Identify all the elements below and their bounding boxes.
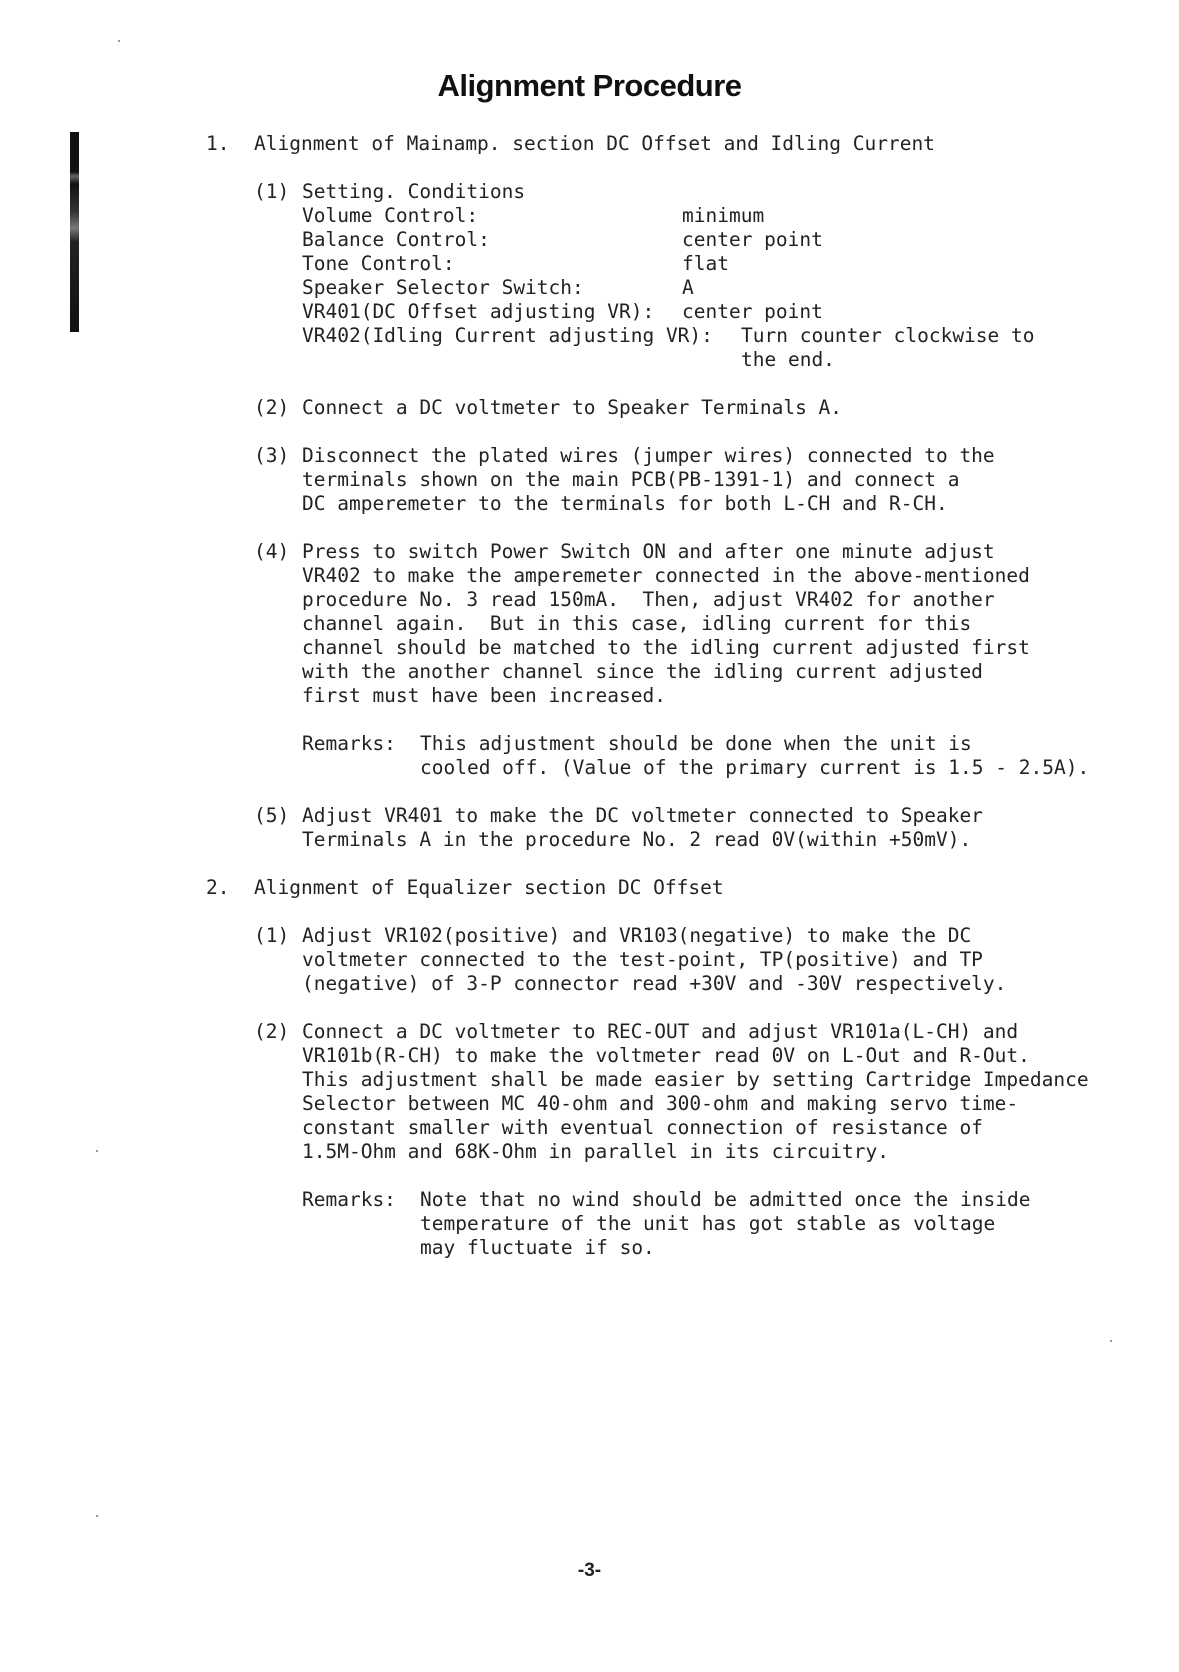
step-text-line: Press to switch Power Switch ON and after one minute adjust	[302, 540, 995, 563]
condition-key: Speaker Selector Switch:	[302, 276, 584, 299]
step-text-line: DC amperemeter to the terminals for both L-CH and R-CH.	[302, 492, 948, 515]
condition-key: Volume Control:	[302, 204, 479, 227]
condition-key: VR402(Idling Current adjusting VR):	[302, 324, 713, 347]
step-text-line: (negative) of 3-P connector read +30V and -30V respectively.	[302, 972, 1007, 995]
step-text-line: channel should be matched to the idling current adjusted first	[302, 636, 1030, 659]
step-1-2-number: (2)	[254, 396, 290, 419]
scan-speck	[96, 1515, 98, 1517]
remarks-label: Remarks:	[302, 732, 396, 755]
scan-speck	[118, 40, 120, 42]
condition-value: A	[682, 276, 694, 299]
step-text-line: VR402 to make the amperemeter connected in the above-mentioned	[302, 564, 1030, 587]
step-text-line: Adjust VR102(positive) and VR103(negative) to make the DC	[302, 924, 972, 947]
step-2-1-number: (1)	[254, 924, 290, 947]
condition-value: flat	[682, 252, 729, 275]
step-1-3-number: (3)	[254, 444, 290, 467]
binding-edge-mark	[70, 132, 79, 332]
section-2-number: 2.	[206, 876, 230, 899]
step-text-line: Disconnect the plated wires (jumper wires) connected to the	[302, 444, 995, 467]
step-text-line: with the another channel since the idling current adjusted	[302, 660, 983, 683]
remarks-line: Note that no wind should be admitted once the inside	[420, 1188, 1031, 1211]
step-text-line: constant smaller with eventual connection of resistance of	[302, 1116, 983, 1139]
page-number: -3-	[577, 1560, 602, 1581]
step-text-line: Connect a DC voltmeter to Speaker Terminals A.	[302, 396, 843, 419]
step-text-line: 1.5M-Ohm and 68K-Ohm in parallel in its circuitry.	[302, 1140, 889, 1163]
scan-speck	[96, 1150, 98, 1152]
step-1-1-label: Setting. Conditions	[302, 180, 526, 203]
section-1-number: 1.	[206, 132, 230, 155]
step-2-2-number: (2)	[254, 1020, 290, 1043]
condition-value: Turn counter clockwise to	[741, 324, 1035, 347]
step-text-line: Terminals A in the procedure No. 2 read 0V(within +50mV).	[302, 828, 972, 851]
condition-key: Balance Control:	[302, 228, 490, 251]
step-text-line: terminals shown on the main PCB(PB-1391-1) and connect a	[302, 468, 960, 491]
remarks-line: temperature of the unit has got stable as voltage	[420, 1212, 996, 1235]
step-text-line: This adjustment shall be made easier by setting Cartridge Impedance	[302, 1068, 1089, 1091]
step-text-line: Adjust VR401 to make the DC voltmeter connected to Speaker	[302, 804, 983, 827]
remarks-line: This adjustment should be done when the unit is	[420, 732, 972, 755]
remarks-label: Remarks:	[302, 1188, 396, 1211]
scan-speck	[1110, 1340, 1112, 1342]
page-title: Alignment Procedure	[437, 68, 742, 103]
remarks-line: cooled off. (Value of the primary current is 1.5 - 2.5A).	[420, 756, 1090, 779]
condition-value: center point	[682, 228, 823, 251]
condition-key: VR401(DC Offset adjusting VR):	[302, 300, 655, 323]
step-text-line: channel again. But in this case, idling current for this	[302, 612, 972, 635]
section-2-heading: Alignment of Equalizer section DC Offset	[254, 876, 724, 899]
step-text-line: first must have been increased.	[302, 684, 666, 707]
condition-key: Tone Control:	[302, 252, 455, 275]
step-text-line: VR101b(R-CH) to make the voltmeter read 0V on L-Out and R-Out.	[302, 1044, 1030, 1067]
step-1-4-number: (4)	[254, 540, 290, 563]
step-text-line: voltmeter connected to the test-point, TP(positive) and TP	[302, 948, 983, 971]
step-1-5-number: (5)	[254, 804, 290, 827]
remarks-line: may fluctuate if so.	[420, 1236, 655, 1259]
step-text-line: Connect a DC voltmeter to REC-OUT and adjust VR101a(L-CH) and	[302, 1020, 1019, 1043]
section-1-heading: Alignment of Mainamp. section DC Offset and Idling Current	[254, 132, 935, 155]
condition-value-cont: the end.	[741, 348, 835, 371]
condition-value: minimum	[682, 204, 765, 227]
step-text-line: procedure No. 3 read 150mA. Then, adjust VR402 for another	[302, 588, 995, 611]
step-text-line: Selector between MC 40-ohm and 300-ohm and making servo time-	[302, 1092, 1019, 1115]
step-1-1-number: (1)	[254, 180, 290, 203]
condition-value: center point	[682, 300, 823, 323]
